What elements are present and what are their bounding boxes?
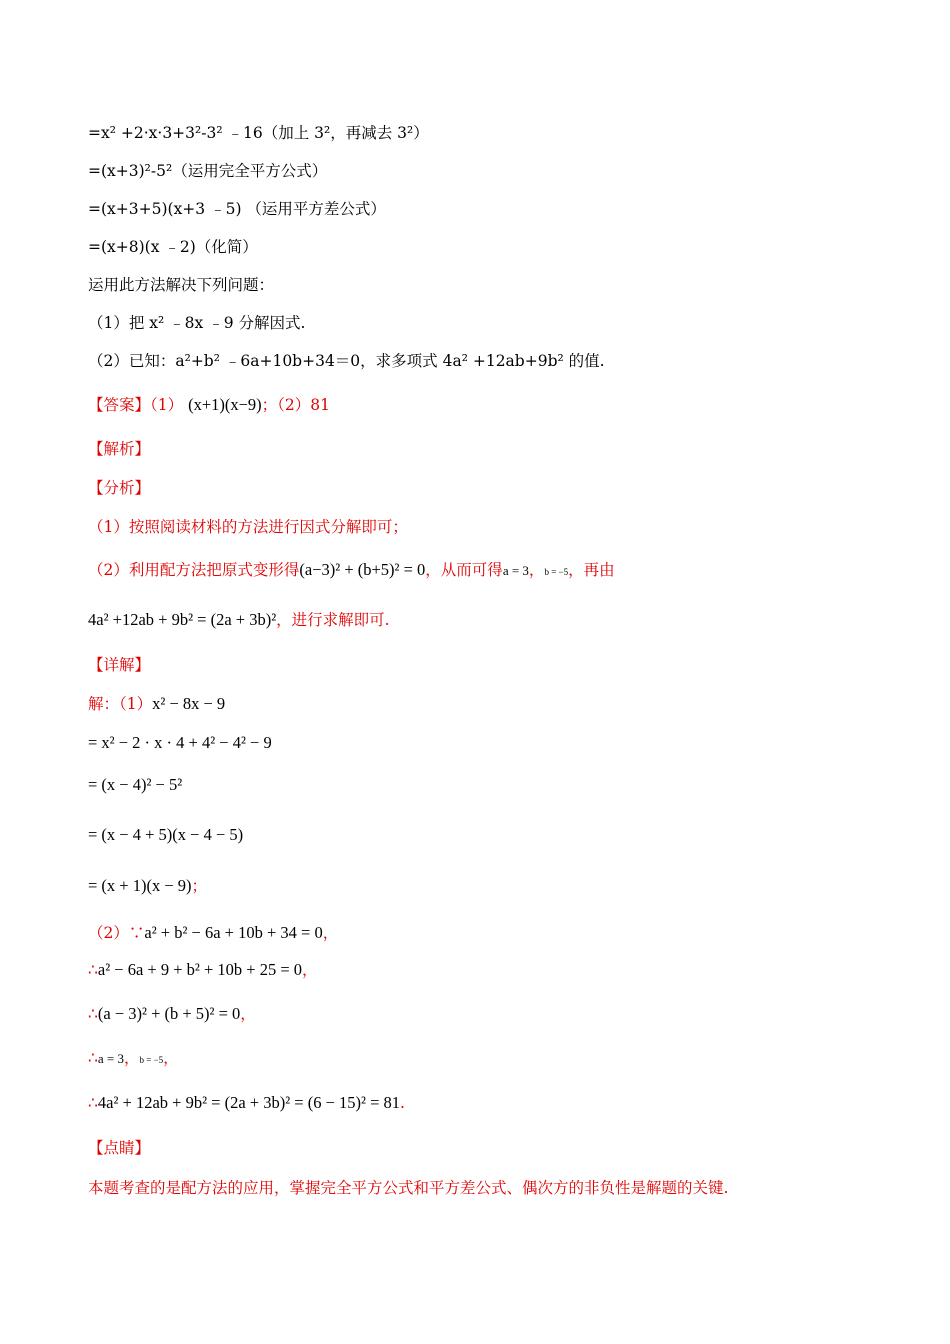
heading-fenxi: 【分析】 [88, 479, 151, 497]
instruction-line: 运用此方法解决下列问题： [88, 276, 275, 294]
part2-line-3-suffix: ， [240, 1005, 256, 1023]
analysis-line-2-a: a = 3 [502, 563, 529, 578]
part2-line-1-suffix: ， [322, 924, 339, 942]
solution-line-5-suffix: ； [191, 877, 208, 895]
analysis-line-2-sep: ， [528, 561, 545, 579]
part2-line-3-prefix: ∴ [88, 1005, 98, 1023]
answer-part1-prefix: （1） [150, 396, 184, 414]
analysis-line-2-prefix: （2）利用配方法把原式变形得 [88, 561, 300, 579]
intro-line-1: =x² +2·x·3+3²-3² ﹣16（加上 3²，再减去 3²） [88, 124, 429, 142]
question-2: （2）已知：a²+b² ﹣6a+10b+34＝0，求多项式 4a² +12ab+9b² 的值. [88, 352, 605, 370]
heading-dianjing: 【点睛】 [88, 1139, 151, 1157]
part2-line-4-a: a = 3 [97, 1051, 124, 1066]
part2-line-5-math: 4a² + 12ab + 9b² = (2a + 3b)² = (6 − 15)² = 81 [97, 1093, 400, 1112]
part2-line-5-suffix: . [400, 1094, 405, 1112]
part2-line-3-math: (a − 3)² + (b + 5)² = 0 [97, 1004, 241, 1023]
part2-line-1 [88, 922, 338, 944]
part2-line-4-sep: ， [123, 1049, 140, 1067]
analysis-line-3-suffix: ，进行求解即可. [276, 611, 390, 629]
solution-line-1 [88, 693, 225, 715]
analysis-line-3 [88, 609, 390, 631]
intro-line-3: =(x+3+5)(x+3 ﹣5) （运用平方差公式） [88, 200, 386, 218]
part2-line-2-suffix: ， [302, 961, 318, 979]
part2-line-1-math: a² + b² − 6a + 10b + 34 = 0 [144, 923, 323, 942]
comment-line: 本题考查的是配方法的应用，掌握完全平方公式和平方差公式、偶次方的非负性是解题的关键. [88, 1179, 729, 1197]
question-1: （1）把 x² ﹣8x ﹣9 分解因式. [88, 314, 306, 332]
part2-line-1-prefix: （2）∵ [88, 924, 145, 942]
analysis-line-2-mid: ，从而可得 [425, 561, 503, 579]
heading-jiexi: 【解析】 [88, 440, 151, 458]
part2-line-2 [88, 959, 318, 981]
part2-line-4-suffix: ， [163, 1049, 179, 1067]
part2-line-2-prefix: ∴ [88, 961, 98, 979]
analysis-line-2-math: (a−3)² + (b+5)² = 0 [299, 560, 426, 579]
solution-line-4: = (x − 4 + 5)(x − 4 − 5) [88, 825, 244, 844]
part2-line-4 [88, 1047, 179, 1071]
part2-line-5 [88, 1092, 405, 1114]
solution-line-3: = (x − 4)² − 5² [88, 775, 183, 794]
answer-line [88, 394, 330, 416]
analysis-line-2 [88, 559, 615, 583]
part2-line-3 [88, 1003, 256, 1025]
answer-part2: ；（2）81 [261, 396, 331, 414]
analysis-line-3-math: 4a² +12ab + 9b² = (2a + 3b)² [88, 610, 277, 629]
solution-line-1-math: x² − 8x − 9 [152, 694, 226, 713]
solution-line-1-prefix: 解：（1） [88, 695, 153, 713]
solution-line-2: = x² − 2 · x · 4 + 4² − 4² − 9 [88, 733, 272, 752]
analysis-line-2-suffix: ，再由 [568, 561, 615, 579]
answer-part1-math: (x+1)(x−9) [188, 395, 262, 414]
answer-label: 【答案】 [88, 396, 151, 414]
solution-line-5-math: = (x + 1)(x − 9) [88, 876, 192, 895]
analysis-line-2-b: b = −5 [544, 567, 569, 577]
intro-line-4: =(x+8)(x ﹣2)（化简） [88, 238, 258, 256]
part2-line-4-prefix: ∴ [88, 1049, 98, 1067]
part2-line-5-prefix: ∴ [88, 1094, 98, 1112]
part2-line-4-b: b = −5 [139, 1055, 164, 1065]
analysis-line-1: （1）按照阅读材料的方法进行因式分解即可； [88, 518, 408, 536]
heading-xiangjie: 【详解】 [88, 656, 151, 674]
intro-line-2: =(x+3)²-5²（运用完全平方公式） [88, 162, 328, 180]
solution-line-5 [88, 875, 207, 897]
part2-line-2-math: a² − 6a + 9 + b² + 10b + 25 = 0 [97, 960, 302, 979]
